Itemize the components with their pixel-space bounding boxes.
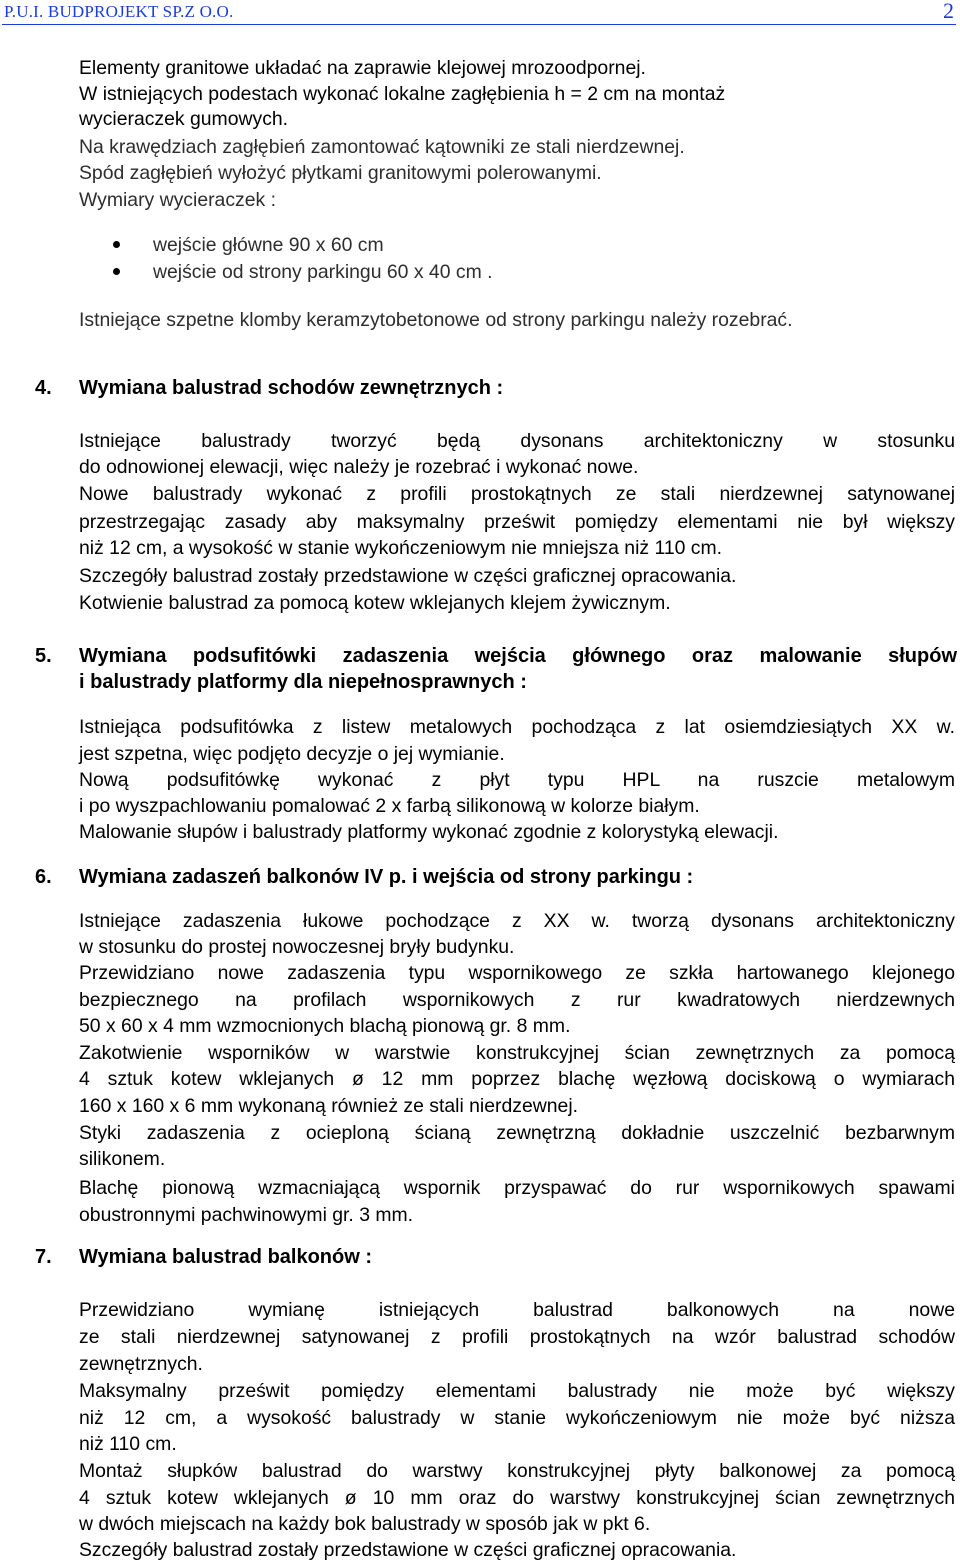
- paragraph-line: silikonem.: [79, 1148, 166, 1170]
- paragraph-line: Szczegóły balustrad zostały przedstawione w części graficznej opracowania.: [79, 565, 737, 587]
- paragraph-line: Istniejące balustrady tworzyć będą dysonans architektoniczny w stosunku: [79, 430, 955, 452]
- paragraph-line: bezpiecznego na profilach wspornikowych z rur kwadratowych nierdzewnych: [79, 989, 955, 1011]
- bullet-dot: [113, 268, 120, 275]
- paragraph-line: w stosunku do prostej nowoczesnej bryły budynku.: [79, 936, 515, 958]
- paragraph-line: zewnętrznych.: [79, 1353, 203, 1375]
- paragraph-line: 50 x 60 x 4 mm wzmocnionych blachą pionową gr. 8 mm.: [79, 1015, 571, 1037]
- paragraph-line: niż 12 cm, a wysokość balustrady w stanie wykończeniowym nie może być niższa: [79, 1407, 955, 1429]
- paragraph-line: 4 sztuk kotew wklejanych ø 12 mm poprzez blachę węzłową dociskową o wymiarach: [79, 1068, 955, 1090]
- paragraph-line: Zakotwienie wsporników w warstwie konstrukcyjnej ścian zewnętrznych za pomocą: [79, 1042, 955, 1064]
- section-number: 6.: [35, 866, 52, 888]
- paragraph-line: Szczegóły balustrad zostały przedstawione w części graficznej opracowania.: [79, 1539, 737, 1561]
- paragraph-line: Przewidziano wymianę istniejących balustrad balkonowych na nowe: [79, 1299, 955, 1321]
- paragraph-line: wycieraczek gumowych.: [79, 108, 289, 130]
- paragraph-line: niż 12 cm, a wysokość w stanie wykończeniowym nie mniejsza niż 110 cm.: [79, 537, 723, 559]
- paragraph-line: niż 110 cm.: [79, 1433, 177, 1455]
- list-item: wejście od strony parkingu 60 x 40 cm .: [153, 261, 493, 283]
- page-number: 2: [943, 0, 954, 23]
- paragraph-line: Kotwienie balustrad za pomocą kotew wklejanych klejem żywicznym.: [79, 592, 671, 614]
- paragraph-line: przestrzegając zasady aby maksymalny prześwit pomiędzy elementami nie był większy: [79, 511, 955, 533]
- section-heading: Wymiana balustrad schodów zewnętrznych :: [79, 377, 504, 399]
- paragraph-line: Malowanie słupów i balustrady platformy wykonać zgodnie z kolorystyką elewacji.: [79, 821, 779, 843]
- section-heading: i balustrady platformy dla niepełnosprawnych :: [79, 671, 527, 693]
- paragraph-line: do odnowionej elewacji, więc należy je rozebrać i wykonać nowe.: [79, 456, 639, 478]
- paragraph-line: Montaż słupków balustrad do warstwy konstrukcyjnej płyty balkonowej za pomocą: [79, 1460, 955, 1482]
- paragraph-line: jest szpetna, więc podjęto decyzje o jej wymianie.: [79, 743, 505, 765]
- section-number: 7.: [35, 1246, 52, 1268]
- paragraph-line: Maksymalny prześwit pomiędzy elementami balustrady nie może być większy: [79, 1380, 955, 1402]
- paragraph-line: obustronnymi pachwinowymi gr. 3 mm.: [79, 1204, 414, 1226]
- bullet-dot: [113, 241, 120, 248]
- paragraph-line: 160 x 160 x 6 mm wykonaną również ze stali nierdzewnej.: [79, 1095, 579, 1117]
- paragraph-line: Istniejące zadaszenia łukowe pochodzące z XX w. tworzą dysonans architektoniczny: [79, 910, 955, 932]
- page-header: [0, 0, 960, 26]
- paragraph-line: i po wyszpachlowaniu pomalować 2 x farbą silikonową w kolorze białym.: [79, 795, 700, 817]
- paragraph-line: 4 sztuk kotew wklejanych ø 10 mm oraz do warstwy konstrukcyjnej ścian zewnętrznych: [79, 1487, 955, 1509]
- paragraph-line: Istniejąca podsufitówka z listew metalowych pochodząca z lat osiemdziesiątych XX w.: [79, 716, 955, 738]
- paragraph-line: Elementy granitowe układać na zaprawie klejowej mrozoodpornej.: [79, 57, 646, 79]
- paragraph-line: Styki zadaszenia z ocieploną ścianą zewnętrzną dokładnie uszczelnić bezbarwnym: [79, 1122, 955, 1144]
- section-heading: Wymiana zadaszeń balkonów IV p. i wejścia od strony parkingu :: [79, 866, 694, 888]
- paragraph-line: Na krawędziach zagłębień zamontować kątowniki ze stali nierdzewnej.: [79, 136, 685, 158]
- paragraph-line: W istniejących podestach wykonać lokalne zagłębienia h = 2 cm na montaż: [79, 83, 726, 105]
- paragraph-line: Wymiary wycieraczek :: [79, 189, 276, 211]
- paragraph-line: w dwóch miejscach na każdy bok balustrady w sposób jak w pkt 6.: [79, 1513, 651, 1535]
- section-heading: Wymiana podsufitówki zadaszenia wejścia głównego oraz malowanie słupów: [79, 645, 957, 667]
- section-number: 5.: [35, 645, 52, 667]
- paragraph-line: Blachę pionową wzmacniającą wspornik przyspawać do rur wspornikowych spawami: [79, 1177, 955, 1199]
- paragraph-line: Przewidziano nowe zadaszenia typu wspornikowego ze szkła hartowanego klejonego: [79, 962, 955, 984]
- header-rule: [2, 24, 956, 25]
- paragraph-line: Nowe balustrady wykonać z profili prostokątnych ze stali nierdzewnej satynowanej: [79, 483, 955, 505]
- list-item: wejście główne 90 x 60 cm: [153, 234, 384, 256]
- paragraph-line: ze stali nierdzewnej satynowanej z profili prostokątnych na wzór balustrad schodów: [79, 1326, 955, 1348]
- section-heading: Wymiana balustrad balkonów :: [79, 1246, 373, 1268]
- company-name: P.U.I. BUDPROJEKT SP.Z O.O.: [4, 2, 234, 21]
- section-number: 4.: [35, 377, 52, 399]
- paragraph-line: Spód zagłębień wyłożyć płytkami granitowymi polerowanymi.: [79, 162, 602, 184]
- paragraph-line: Nową podsufitówkę wykonać z płyt typu HPL na ruszcie metalowym: [79, 769, 955, 791]
- paragraph-line: Istniejące szpetne klomby keramzytobetonowe od strony parkingu należy rozebrać.: [79, 309, 793, 331]
